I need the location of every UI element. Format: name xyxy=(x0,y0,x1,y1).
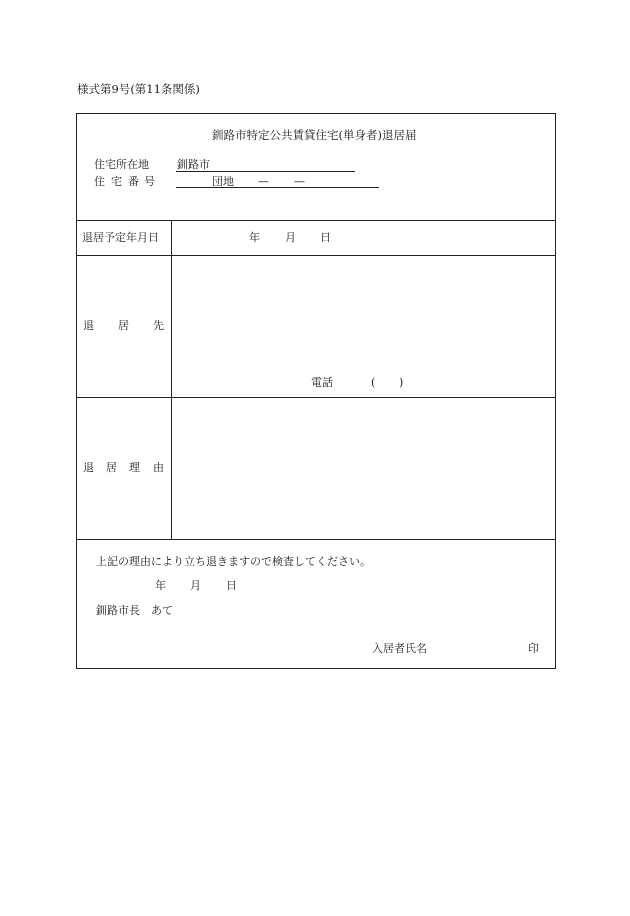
declaration-year[interactable]: 年 xyxy=(155,579,166,592)
move-out-year[interactable]: 年 xyxy=(249,231,260,244)
reason-label-char-4: 由 xyxy=(153,461,164,474)
addressee: 釧路市長 あて xyxy=(96,604,173,617)
label-column-divider xyxy=(171,220,172,539)
form-number: 様式第9号(第11条関係) xyxy=(77,82,200,96)
phone-paren-close: ) xyxy=(399,376,404,389)
house-number-dash-2: — xyxy=(294,175,305,188)
house-number-char-2: 宅 xyxy=(111,175,122,188)
divider-reason xyxy=(77,539,555,540)
address-label: 住宅所在地 xyxy=(94,158,149,171)
declaration-month[interactable]: 月 xyxy=(190,579,201,592)
move-out-day[interactable]: 日 xyxy=(320,231,331,244)
resident-name-label: 入居者氏名 xyxy=(372,642,427,655)
phone-label: 電話 xyxy=(311,376,333,389)
divider-destination xyxy=(77,397,555,398)
house-number-dash-1: — xyxy=(258,175,269,188)
destination-label-char-1: 退 xyxy=(83,319,94,332)
move-out-form xyxy=(76,113,556,669)
address-value[interactable]: 釧路市 xyxy=(177,158,210,171)
form-title: 釧路市特定公共賃貸住宅(単身者)退居届 xyxy=(212,128,417,142)
house-number-char-3: 番 xyxy=(128,175,139,188)
house-number-char-1: 住 xyxy=(94,175,105,188)
house-number-underline xyxy=(176,187,379,188)
destination-label-char-2: 居 xyxy=(118,319,129,332)
address-underline xyxy=(176,171,355,172)
divider-header xyxy=(77,220,555,221)
house-number-danchi: 団地 xyxy=(212,175,234,188)
declaration-day[interactable]: 日 xyxy=(226,579,237,592)
move-out-month[interactable]: 月 xyxy=(285,231,296,244)
divider-date xyxy=(77,255,555,256)
phone-paren-open: ( xyxy=(371,376,376,389)
reason-label-char-3: 理 xyxy=(129,461,140,474)
reason-label-char-1: 退 xyxy=(83,461,94,474)
seal-mark: 印 xyxy=(528,642,539,655)
reason-label-char-2: 居 xyxy=(106,461,117,474)
declaration-statement: 上記の理由により立ち退きますので検査してください。 xyxy=(96,555,371,568)
move-out-date-label: 退居予定年月日 xyxy=(82,231,159,244)
destination-label-char-3: 先 xyxy=(153,319,164,332)
house-number-char-4: 号 xyxy=(144,175,155,188)
